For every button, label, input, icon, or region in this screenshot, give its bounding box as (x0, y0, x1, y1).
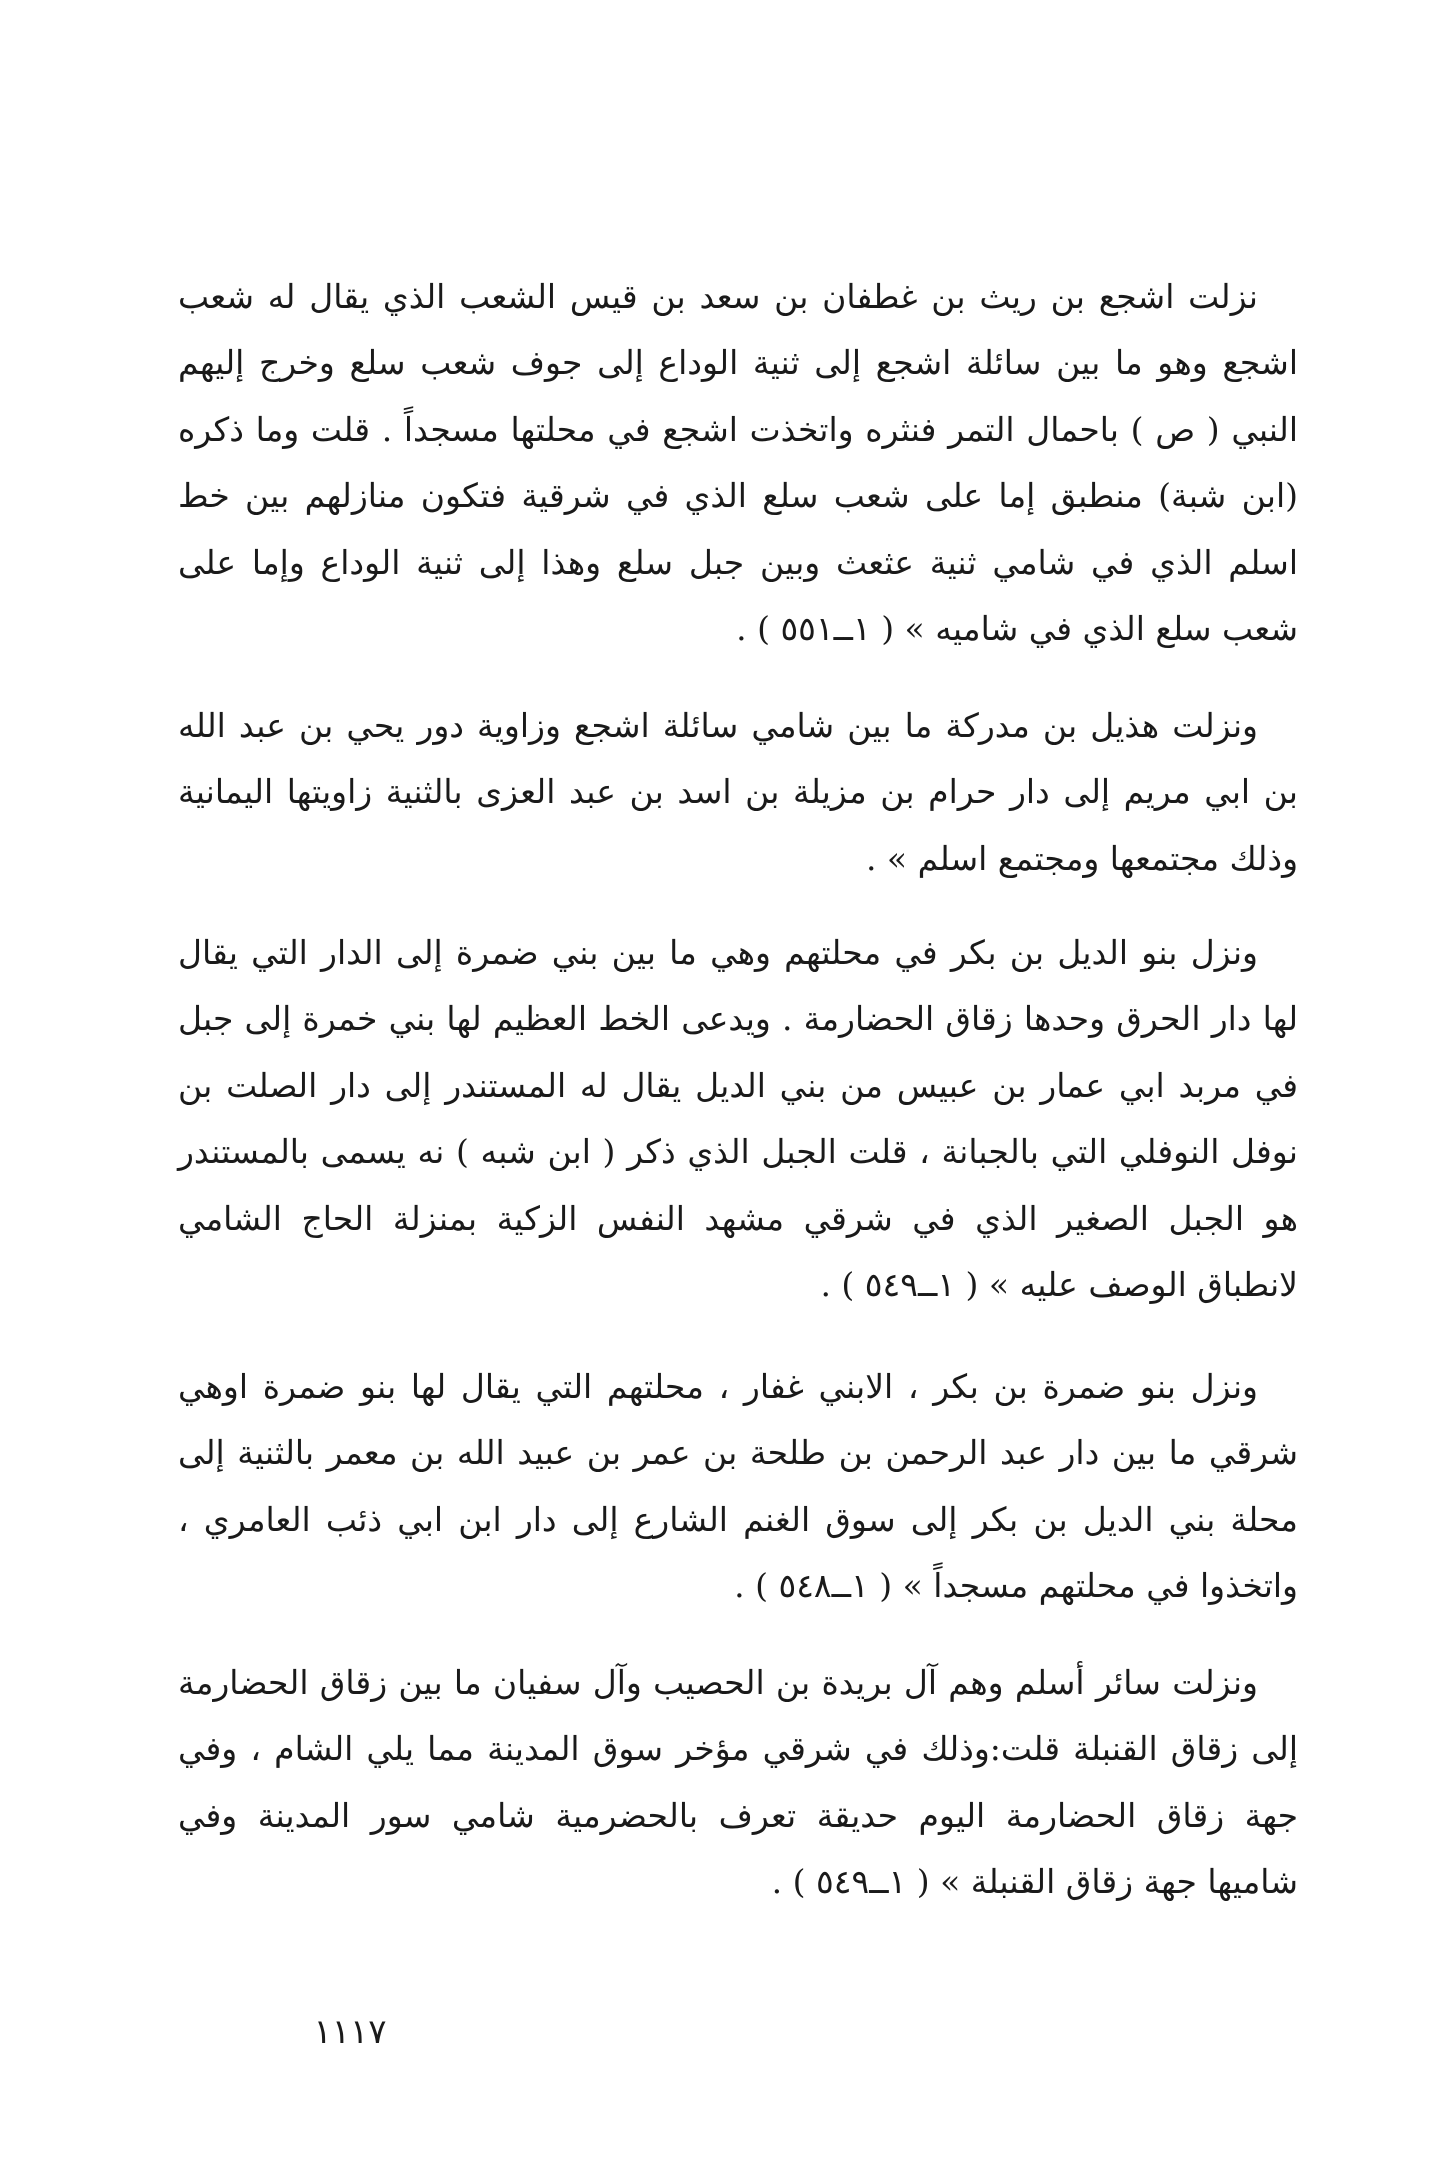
paragraph-ashja (178, 264, 1298, 662)
paragraph-bani-damra (178, 1354, 1298, 1620)
paragraph-text: نزلت اشجع بن ريث بن غطفان بن سعد بن قيس الشعب الذي يقال له شعب اشجع وهو ما بين سائلة اشجع إلى ثنية الوداع إلى جوف شعب سلع وخرج إليهم النبي ( ص ) باحمال التمر فنثره واتخذت اشجع في محلتها مسجداً . قلت وما ذكره (ابن شبة) منطبق إما على شعب سلع الذي في شرقية فتكون منازلهم بين خط اسلم الذي في شامي ثنية عثعث وبين جبل سلع وهذا إلى ثنية الوداع وإما على شعب سلع الذي في شاميه » ( ١ــ٥٥١ ) . (178, 277, 1299, 649)
page-number: ١١١٧ (313, 2012, 387, 2052)
paragraph-text: ونزلت سائر أسلم وهم آل بريدة بن الحصيب وآل سفيان ما بين زقاق الحضارمة إلى زقاق القنبلة قلت:وذلك في شرقي مؤخر سوق المدينة مما يلي الشام ، وفي جهة زقاق الحضارمة اليوم حديقة تعرف بالحضرمية شامي سور المدينة وفي شاميها جهة زقاق القنبلة » ( ١ــ٥٤٩ ) . (178, 1663, 1298, 1902)
paragraph-text: ونزل بنو الديل بن بكر في محلتهم وهي ما بين بني ضمرة إلى الدار التي يقال لها دار الحرق وحدها زقاق الحضارمة . ويدعى الخط العظيم لها بني خمرة إلى جبل في مربد ابي عمار بن عبيس من بني الديل يقال له المستندر إلى دار الصلت بن نوفل النوفلي التي بالجبانة ، قلت الجبل الذي ذكر ( ابن شبه ) نه يسمى بالمستندر هو الجبل الصغير الذي في شرقي مشهد النفس الزكية بمنزلة الحاج الشامي لانطباق الوصف عليه » ( ١ــ٥٤٩ ) . (178, 933, 1298, 1305)
paragraph-text: ونزلت هذيل بن مدركة ما بين شامي سائلة اشجع وزاوية دور يحي بن عبد الله بن ابي مريم إلى دار حرام بن مزيلة بن اسد بن عبد العزى بالثنية زاويتها اليمانية وذلك مجتمعها ومجتمع اسلم » . (178, 706, 1298, 878)
paragraph-bani-al-dil (178, 920, 1298, 1318)
paragraph-aslam (178, 1650, 1298, 1916)
paragraph-text: ونزل بنو ضمرة بن بكر ، الابني غفار ، محلتهم التي يقال لها بنو ضمرة اوهي شرقي ما بين دار عبد الرحمن بن طلحة بن عمر بن عبيد الله بن معمر بالثنية إلى محلة بني الديل بن بكر إلى سوق الغنم الشارع إلى دار ابن ابي ذئب العامري ، واتخذوا في محلتهم مسجداً » ( ١ــ٥٤٨ ) . (178, 1367, 1298, 1606)
paragraph-hudhayl (178, 693, 1298, 892)
